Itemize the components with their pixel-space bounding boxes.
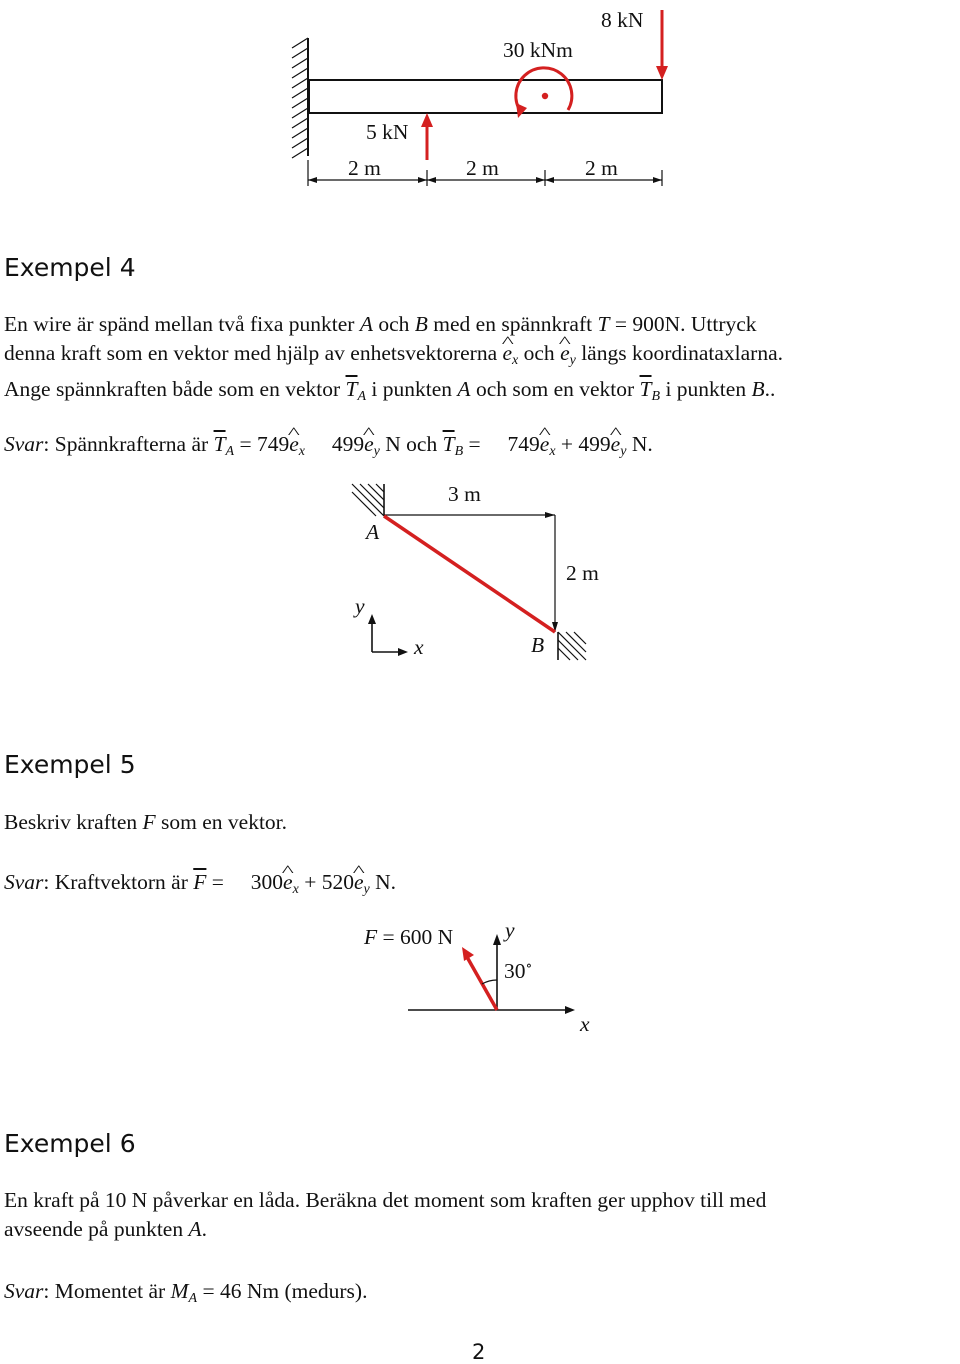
ex4-line-1: En wire är spänd mellan två fixa punkter A och B med en spännkraft T = 900N. Uttryck [4,312,757,336]
exempel-5-text: Beskriv kraften F som en vektor. [4,810,288,834]
ex6-line-1: En kraft på 10 N påverkar en låda. Beräkna det moment som kraften ger upphov till med [4,1188,767,1212]
dim-label-2m: 2 m [566,561,599,585]
axis-x-label: x [414,635,424,659]
force-label-5kn: 5 kN [366,120,409,144]
force-label-8kn: 8 kN [601,8,644,32]
force-axes [408,944,570,1010]
exempel-6-text [4,1186,960,1244]
ex4-line-2: denna kraft som en vektor med hjälp av enhetsvektorerna ^ $e_x$ och ^ $e_y$ längs koordinataxlarna. [4,339,960,375]
page-number: 2 [472,1340,486,1364]
point-b-label: B [531,633,545,657]
axis-y-label: y [355,594,365,618]
ex4-line-3: Ange spännkraften både som en vektor $\overline{T}_A$ i punkten A och som en vektor $\overline{T}_B$ i punkten B.. [4,377,776,404]
exempel-5-answer: Svar: Kraftvektorn är $\overline{F}$ = 300^ $e_x$ + 520^ $e_y$ N. [4,868,960,904]
ex6-line-2: avseende på punkten A. [4,1217,207,1241]
exempel-6-answer: Svar: Momentet är $M_A = 46$ Nm (medurs). [4,1279,368,1306]
angle-label: 30∘ [504,959,533,983]
exempel-6-heading: Exempel 6 [4,1129,136,1158]
exempel-4-answer: Svar: Spännkrafterna är $\overline{T}_A$ = 749^ $e_x$ 499^ $e_y$ N och $\overline{T}_B$ = 749^ $e_x$ + 499^ $e_y$ N. [4,430,960,466]
dim-label-2: 2 m [466,156,499,180]
force-axis-x-label: x [580,1012,590,1036]
exempel-4-heading: Exempel 4 [4,253,136,282]
dim-label-3m: 3 m [448,482,481,506]
dim-label-3: 2 m [585,156,618,180]
force-magnitude-label: F = 600 N [364,925,454,949]
angle-arc [482,980,497,984]
force-axis-y-label: y [505,918,515,942]
point-a-label: A [366,520,380,544]
moment-label: 30 kNm [503,38,573,62]
dim-label-1: 2 m [348,156,381,180]
exempel-5-heading: Exempel 5 [4,750,136,779]
